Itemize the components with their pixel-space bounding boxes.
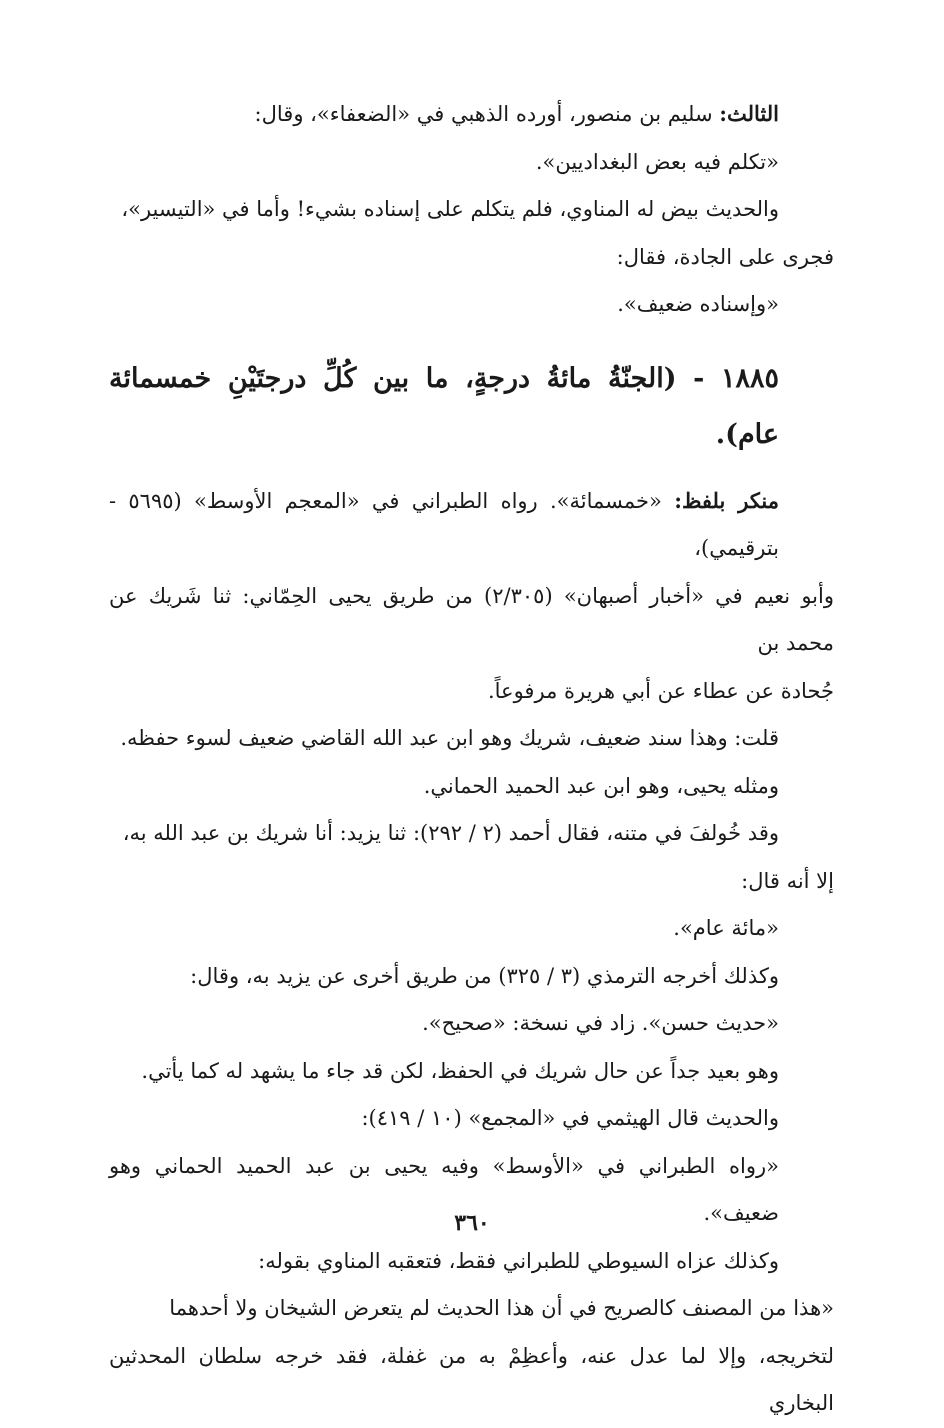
paragraph: وكذلك عزاه السيوطي للطبراني فقط، فتعقبه المناوي بقوله: — [258, 1248, 779, 1273]
paragraph: ومثله يحيى، وهو ابن عبد الحميد الحماني. — [423, 773, 779, 798]
paragraph-text: سليم بن منصور، أورده الذهبي في «الضعفاء»، وقال: — [254, 102, 720, 126]
paragraph-lead: الثالث: — [719, 101, 779, 126]
paragraph: «تكلم فيه بعض البغداديين». — [535, 149, 779, 174]
paragraph-lead: منكر بلفظ: — [674, 487, 780, 513]
paragraph: فجرى على الجادة، فقال: — [616, 244, 834, 269]
paragraph: والحديث قال الهيثمي في «المجمع» (١٠ / ٤١٩): — [361, 1106, 779, 1130]
paragraph: وأبو نعيم في «أخبار أصبهان» (٢/٣٠٥) من طريق يحيى الحِمّاني: ثنا شَريك عن محمد بن — [109, 583, 834, 655]
paragraph: جُحادة عن عطاء عن أبي هريرة مرفوعاً. — [487, 678, 834, 703]
hadith-heading: ١٨٨٥ - (الجنّةُ مائةُ درجةٍ، ما بين كُلِّ درجتَيْنِ خمسمائة عام). — [109, 362, 779, 450]
paragraph: «مائة عام». — [673, 916, 779, 940]
page-number: ٣٦٠ — [454, 1210, 490, 1236]
paragraph: «رواه الطبراني في «الأوسط» وفيه يحيى بن عبد الحميد الحماني وهو ضعيف». — [109, 1153, 779, 1225]
paragraph: وهو بعيد جداً عن حال شريك في الحفظ، لكن قد جاء ما يشهد له كما يأتي. — [141, 1058, 779, 1083]
paragraph — [109, 90, 834, 139]
paragraph: والحديث بيض له المناوي، فلم يتكلم على إسناده بشيء! وأما في «التيسير»، — [121, 197, 779, 221]
paragraph: «وإسناده ضعيف». — [617, 292, 779, 316]
paragraph: قلت: وهذا سند ضعيف، شريك وهو ابن عبد الله القاضي ضعيف لسوء حفظه. — [120, 726, 779, 750]
paragraph: لتخريجه، وإلا لما عدل عنه، وأعظِمْ به من غفلة، فقد خرجه سلطان المحدثين البخاري — [109, 1343, 834, 1415]
paragraph: وقد خُولفَ في متنه، فقال أحمد (٢ / ٢٩٢): ثنا يزيد: أنا شريك بن عبد الله به، — [122, 821, 779, 845]
paragraph-text: «خمسمائة». رواه الطبراني في «المعجم الأوسط» (٥٦٩٥ - بترقيمي)، — [109, 488, 779, 560]
paragraph: «حديث حسن». زاد في نسخة: «صحيح». — [422, 1011, 779, 1035]
paragraph — [109, 477, 834, 573]
paragraph: «هذا من المصنف كالصريح في أن هذا الحديث لم يتعرض الشيخان ولا أحدهما — [169, 1296, 834, 1320]
paragraph: وكذلك أخرجه الترمذي (٣ / ٣٢٥) من طريق أخرى عن يزيد به، وقال: — [190, 963, 779, 988]
paragraph: إلا أنه قال: — [741, 868, 834, 893]
